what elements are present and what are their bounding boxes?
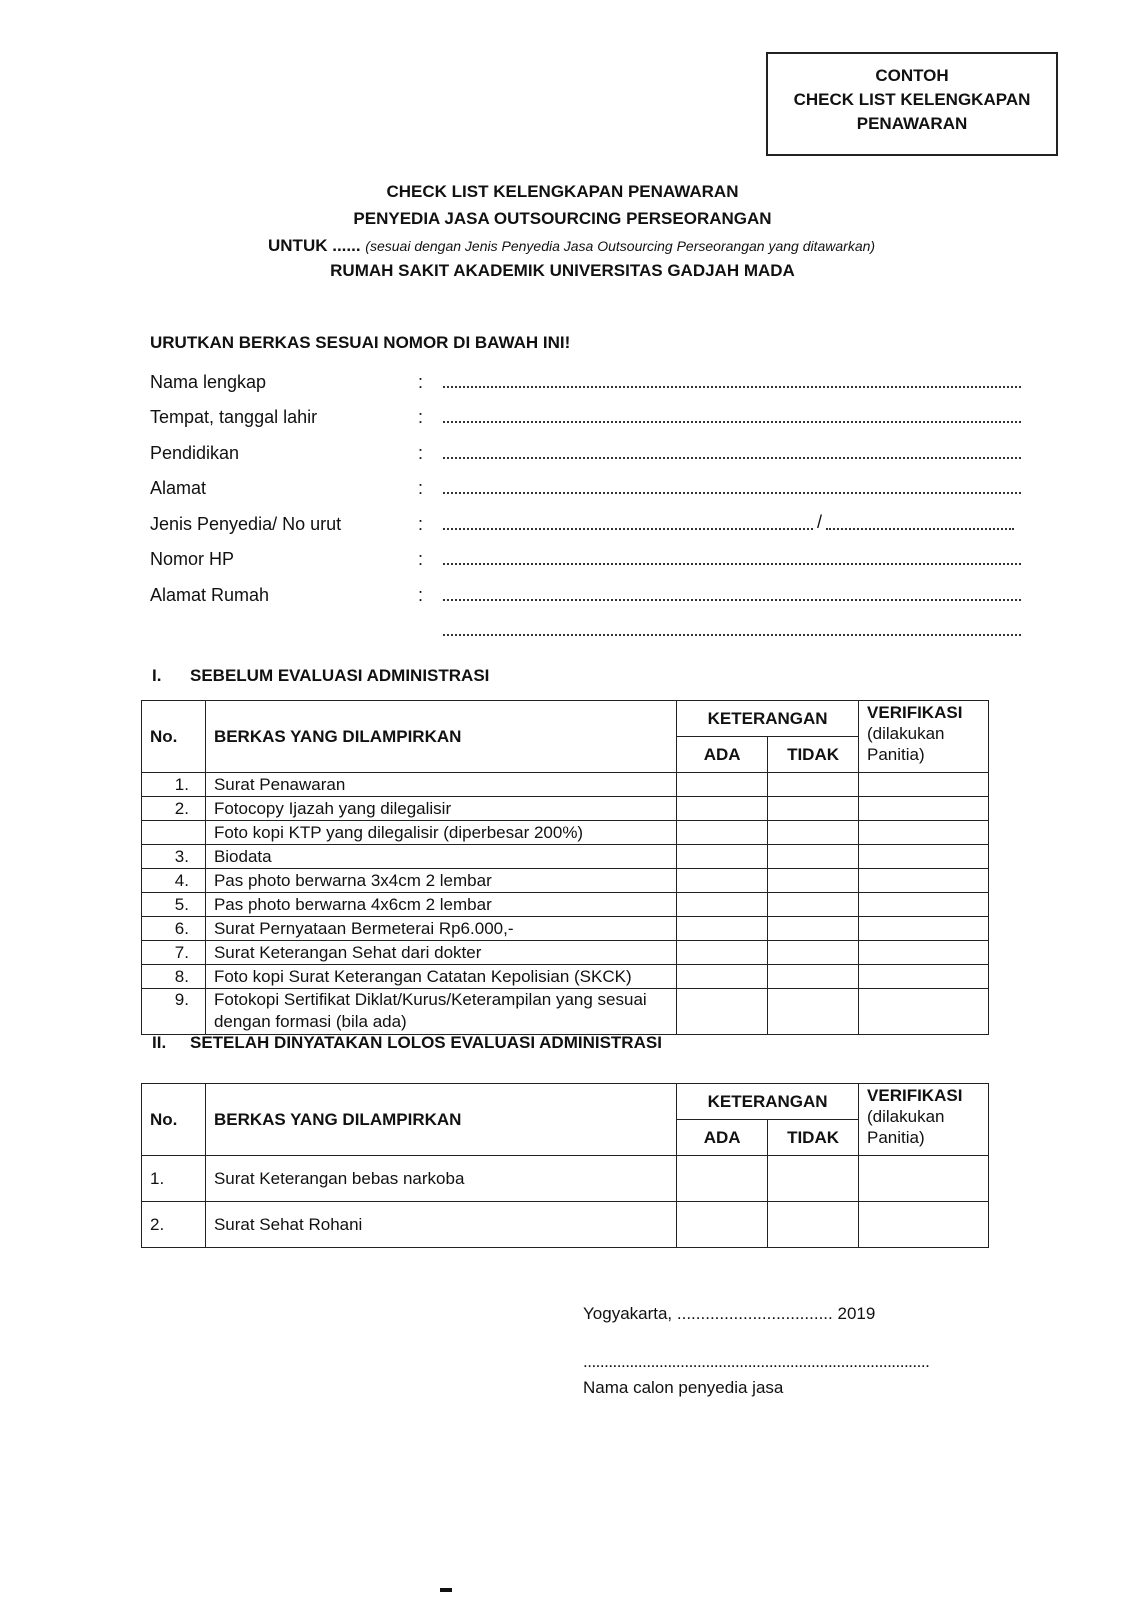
field-label-nama: Nama lengkap [150,372,267,392]
verifikasi-cell[interactable] [859,1156,989,1202]
header-verifikasi [859,701,989,773]
section-1-heading: SEBELUM EVALUASI ADMINISTRASI [190,666,490,685]
row-number: 7. [142,941,206,965]
untuk-line [268,236,875,256]
check-tidak-cell[interactable] [768,893,859,917]
field-blank-hp[interactable] [443,563,1021,565]
field-blank-pendidikan[interactable] [443,457,1021,459]
field-label-ttl: Tempat, tanggal lahir [150,407,318,427]
verifikasi-cell[interactable] [859,773,989,797]
signature-caption: Nama calon penyedia jasa [583,1378,784,1397]
check-tidak-cell[interactable] [768,917,859,941]
section-2-table [141,1083,989,1248]
verifikasi-cell[interactable] [859,989,989,1035]
field-colon: : [418,478,424,498]
row-item: Surat Keterangan Sehat dari dokter [205,941,676,965]
row-number: 4. [142,869,206,893]
table-row [142,869,989,893]
institution-name: RUMAH SAKIT AKADEMIK UNIVERSITAS GADJAH MADA [330,261,795,280]
row-number: 6. [142,917,206,941]
header-no: No. [142,1084,206,1156]
ordering-instruction: URUTKAN BERKAS SESUAI NOMOR DI BAWAH INI! [150,333,571,352]
verifikasi-cell[interactable] [859,965,989,989]
check-ada-cell[interactable] [677,941,768,965]
header-berkas: BERKAS YANG DILAMPIRKAN [205,701,676,773]
check-ada-cell[interactable] [677,773,768,797]
check-ada-cell[interactable] [677,821,768,845]
signature-place: Yogyakarta, ................................. [583,1304,833,1323]
untuk-note: (sesuai dengan Jenis Penyedia Jasa Outsourcing Perseorangan yang ditawarkan) [365,238,876,254]
table-row [142,1202,989,1248]
field-colon: : [418,514,424,534]
document-subtitle: PENYEDIA JASA OUTSOURCING PERSEORANGAN [353,209,772,228]
check-tidak-cell[interactable] [768,869,859,893]
field-label-pendidikan: Pendidikan [150,443,240,463]
table-row [142,821,989,845]
verifikasi-cell[interactable] [859,869,989,893]
check-ada-cell[interactable] [677,893,768,917]
row-number: 3. [142,845,206,869]
check-tidak-cell[interactable] [768,941,859,965]
verifikasi-note-2: Panitia) [867,745,925,764]
section-2-number: II. [152,1033,167,1052]
check-tidak-cell[interactable] [768,965,859,989]
row-number: 2. [142,1202,206,1248]
table-row [142,773,989,797]
table-row [142,989,989,1035]
stamp-line-2: CHECK LIST KELENGKAPAN [793,90,1031,109]
check-tidak-cell[interactable] [768,845,859,869]
stamp-line-1: CONTOH [875,66,949,85]
row-item: Surat Sehat Rohani [205,1202,676,1248]
check-ada-cell[interactable] [677,869,768,893]
check-ada-cell[interactable] [677,989,768,1035]
section-2-heading: SETELAH DINYATAKAN LOLOS EVALUASI ADMINISTRASI [190,1033,662,1052]
row-item: Surat Keterangan bebas narkoba [205,1156,676,1202]
row-item-multiline [205,989,676,1035]
field-label-alamat-rumah: Alamat Rumah [150,585,270,605]
table-row [142,965,989,989]
header-no: No. [142,701,206,773]
field-blank-ttl[interactable] [443,421,1021,423]
row-number: 1. [142,1156,206,1202]
table-row [142,941,989,965]
header-verifikasi [859,1084,989,1156]
row-item: Fotokopi Sertifikat Diklat/Kurus/Keterampilan yang sesuai [213,990,647,1009]
header-keterangan: KETERANGAN [677,701,859,737]
field-blank-jenis[interactable] [443,528,813,530]
verifikasi-cell[interactable] [859,845,989,869]
field-colon: : [418,372,424,392]
row-number: 1. [142,773,206,797]
verifikasi-cell[interactable] [859,941,989,965]
row-item: Biodata [205,845,676,869]
field-colon: : [418,407,424,427]
verifikasi-cell[interactable] [859,1202,989,1248]
check-ada-cell[interactable] [677,1156,768,1202]
table-row [142,845,989,869]
section-1-table [141,700,989,1035]
field-colon: : [418,549,424,569]
field-label-jenis: Jenis Penyedia/ No urut [150,514,342,534]
check-ada-cell[interactable] [677,797,768,821]
check-tidak-cell[interactable] [768,1202,859,1248]
row-item: Foto kopi KTP yang dilegalisir (diperbesar 200%) [205,821,676,845]
check-tidak-cell[interactable] [768,989,859,1035]
header-keterangan: KETERANGAN [677,1084,859,1120]
document-title: CHECK LIST KELENGKAPAN PENAWARAN [386,182,739,201]
sample-stamp-box [766,52,1058,156]
check-ada-cell[interactable] [677,965,768,989]
row-number: 9. [142,989,206,1035]
row-item: Surat Penawaran [205,773,676,797]
verifikasi-note-1: (dilakukan [867,1107,945,1126]
header-tidak: TIDAK [768,1120,859,1156]
verifikasi-cell[interactable] [859,917,989,941]
header-ada: ADA [677,737,768,773]
verifikasi-label: VERIFIKASI [867,703,963,722]
header-tidak: TIDAK [768,737,859,773]
verifikasi-note-2: Panitia) [867,1128,925,1147]
field-blank-no-urut[interactable] [826,528,1014,530]
table-row [142,893,989,917]
row-number: 8. [142,965,206,989]
row-number: 2. [142,797,206,821]
field-blank-alamat[interactable] [443,492,1021,494]
check-tidak-cell[interactable] [768,797,859,821]
row-item: Pas photo berwarna 4x6cm 2 lembar [205,893,676,917]
row-number: 5. [142,893,206,917]
scan-artifact [440,1588,452,1592]
row-item: Surat Pernyataan Bermeterai Rp6.000,- [205,917,676,941]
header-berkas: BERKAS YANG DILAMPIRKAN [205,1084,676,1156]
field-label-alamat: Alamat [150,478,207,498]
verifikasi-label: VERIFIKASI [867,1086,963,1105]
table-row [142,1156,989,1202]
field-separator: / [817,512,823,532]
check-tidak-cell[interactable] [768,1156,859,1202]
stamp-line-3: PENAWARAN [856,114,968,133]
header-ada: ADA [677,1120,768,1156]
check-ada-cell[interactable] [677,845,768,869]
row-number [142,821,206,845]
verifikasi-note-1: (dilakukan [867,724,945,743]
table-row [142,917,989,941]
signature-line[interactable]: .................................................................................. [583,1352,930,1371]
check-tidak-cell[interactable] [768,773,859,797]
verifikasi-cell[interactable] [859,893,989,917]
verifikasi-cell[interactable] [859,797,989,821]
check-tidak-cell[interactable] [768,821,859,845]
verifikasi-cell[interactable] [859,821,989,845]
field-colon: : [418,443,424,463]
check-ada-cell[interactable] [677,1202,768,1248]
section-1-number: I. [152,666,162,685]
field-colon: : [418,585,424,605]
row-item: Fotocopy Ijazah yang dilegalisir [205,797,676,821]
check-ada-cell[interactable] [677,917,768,941]
signature-year: 2019 [837,1304,876,1323]
row-item: Foto kopi Surat Keterangan Catatan Kepolisian (SKCK) [205,965,676,989]
field-blank-alamat-rumah-2[interactable] [443,634,1021,636]
row-item-continued: dengan formasi (bila ada) [213,1012,407,1031]
signature-place-date [583,1304,875,1324]
table-row [142,797,989,821]
field-label-hp: Nomor HP [150,549,235,569]
field-blank-alamat-rumah[interactable] [443,599,1021,601]
field-blank-nama[interactable] [443,386,1021,388]
row-item: Pas photo berwarna 3x4cm 2 lembar [205,869,676,893]
untuk-prefix: UNTUK ...... [268,236,361,255]
